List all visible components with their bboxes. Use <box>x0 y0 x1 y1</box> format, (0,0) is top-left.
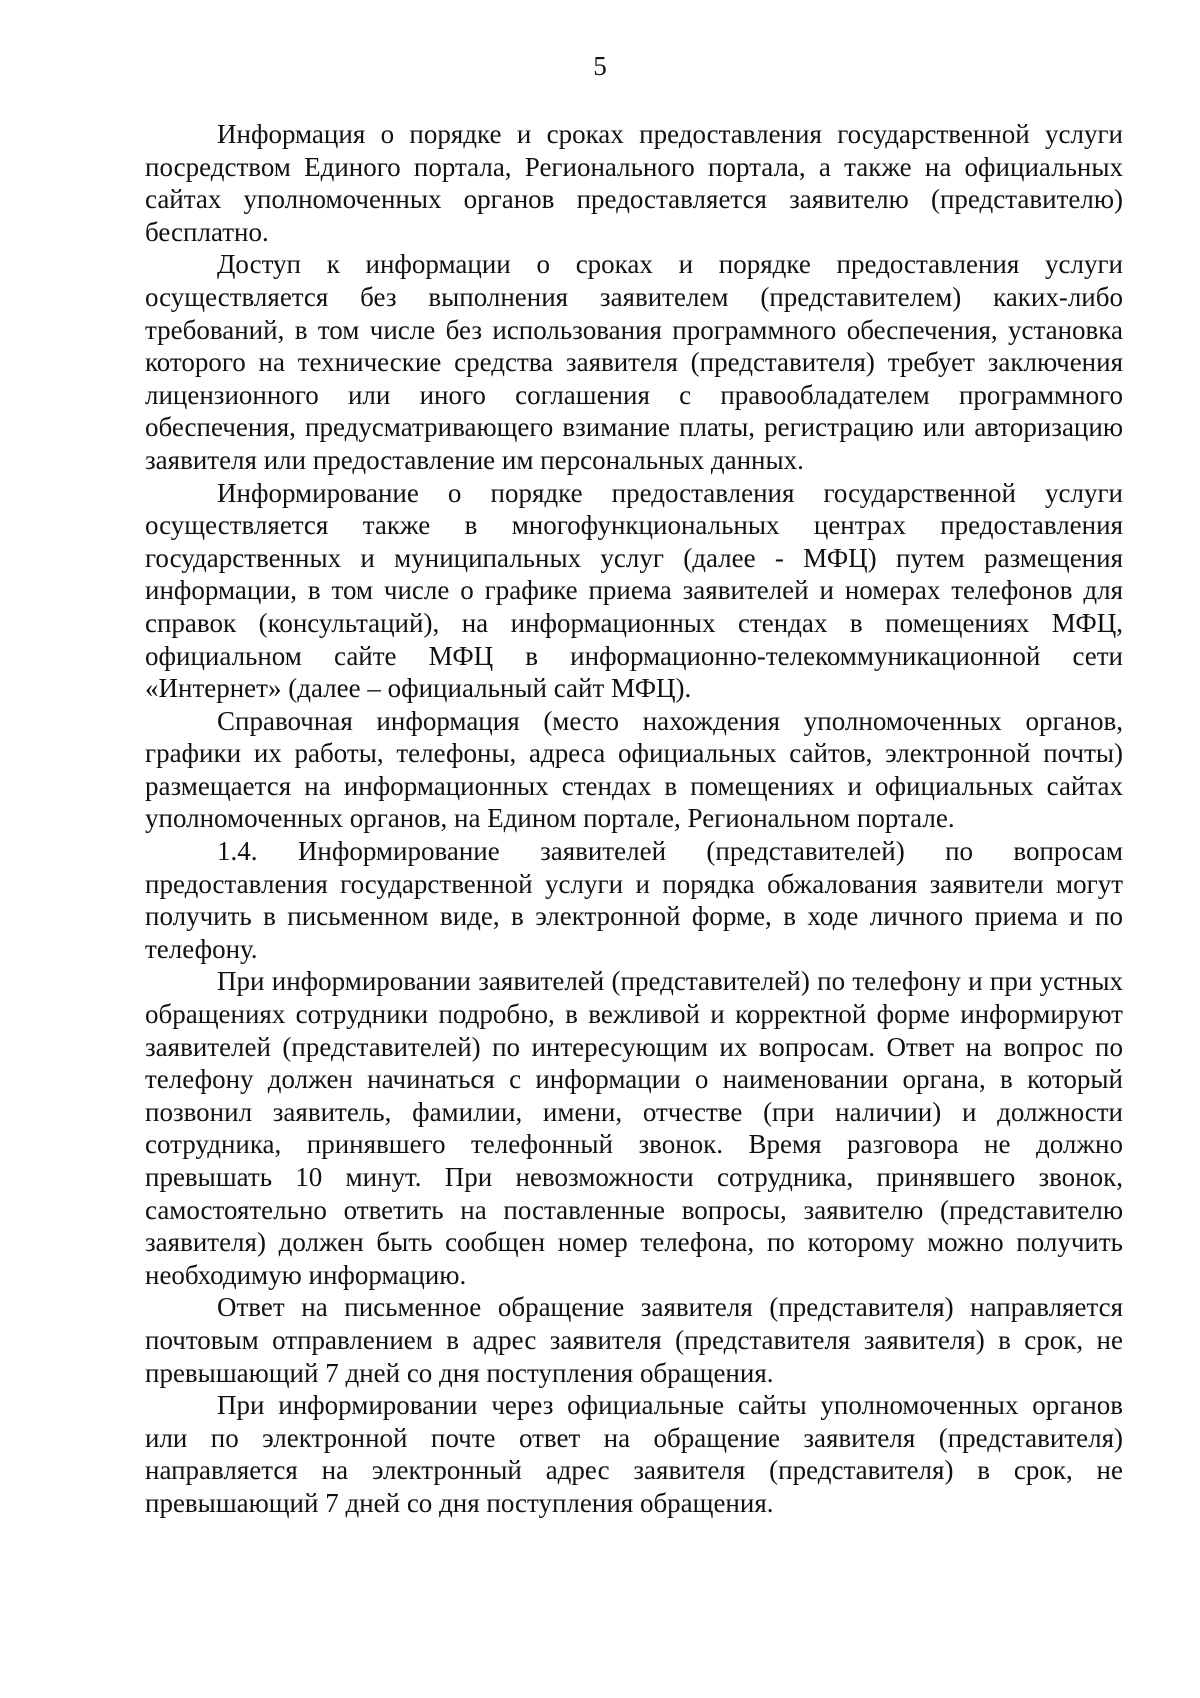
page-number: 5 <box>593 51 607 81</box>
paragraph-section-1-4: 1.4. Информирование заявителей (представителей) по вопросам предоставления государственной услуги и порядка обжалования заявители могут получить в письменном виде, в электронной форме, в ходе личного приема и по телефону. <box>145 836 1123 964</box>
paragraph-written-response: Ответ на письменное обращение заявителя (представителя) направляется почтовым отправлением в адрес заявителя (представителя заявителя) в срок, не превышающий 7 дней со дня поступления обращения. <box>145 1292 1123 1388</box>
paragraph-access-conditions: Доступ к информации о сроках и порядке предоставления услуги осуществляется без выполнения заявителем (представителем) каких-либо требований, в том числе без использования программного обеспечения, установка которого на технические средства заявителя (представителя) требует заключения лицензионного или иного соглашения с правообладателем программного обеспечения, предусматривающего взимание платы, регистрацию или авторизацию заявителя или предоставление им персональных данных. <box>145 249 1123 475</box>
paragraph-mfc-informing: Информирование о порядке предоставления государственной услуги осуществляется также в многофункциональных центрах предоставления государственных и муниципальных услуг (далее - МФЦ) путем размещения информации, в том числе о графике приема заявителей и номерах телефонов для справок (консультаций), на информационных стендах в помещениях МФЦ, официальном сайте МФЦ в информационно-телекоммуникационной сети «Интернет» (далее – официальный сайт МФЦ). <box>145 477 1123 704</box>
paragraph-reference-info: Справочная информация (место нахождения уполномоченных органов, графики их работы, телефоны, адреса официальных сайтов, электронной почты) размещается на информационных стендах в помещениях и официальных сайтах уполномоченных органов, на Едином портале, Региональном портале. <box>145 705 1123 834</box>
document-body <box>145 118 1123 1520</box>
paragraph-email-response: При информировании через официальные сайты уполномоченных органов или по электронной почте ответ на обращение заявителя (представителя) направляется на электронный адрес заявителя (представителя) в срок, не превышающий 7 дней со дня поступления обращения. <box>145 1390 1123 1518</box>
paragraph-phone-informing: При информировании заявителей (представителей) по телефону и при устных обращениях сотрудники подробно, в вежливой и корректной форме информируют заявителей (представителей) по интересующим их вопросам. Ответ на вопрос по телефону должен начинаться с информации о наименовании органа, в который позвонил заявитель, фамилии, имени, отчестве (при наличии) и должности сотрудника, принявшего телефонный звонок. Время разговора не должно превышать 10 минут. При невозможности сотрудника, принявшего звонок, самостоятельно ответить на поставленные вопросы, заявителю (представителю заявителя) должен быть сообщен номер телефона, по которому можно получить необходимую информацию. <box>145 966 1123 1290</box>
paragraph-info-free: Информация о порядке и сроках предоставления государственной услуги посредством Единого портала, Регионального портала, а также на официальных сайтах уполномоченных органов предоставляется заявителю (представителю) бесплатно. <box>145 119 1123 247</box>
